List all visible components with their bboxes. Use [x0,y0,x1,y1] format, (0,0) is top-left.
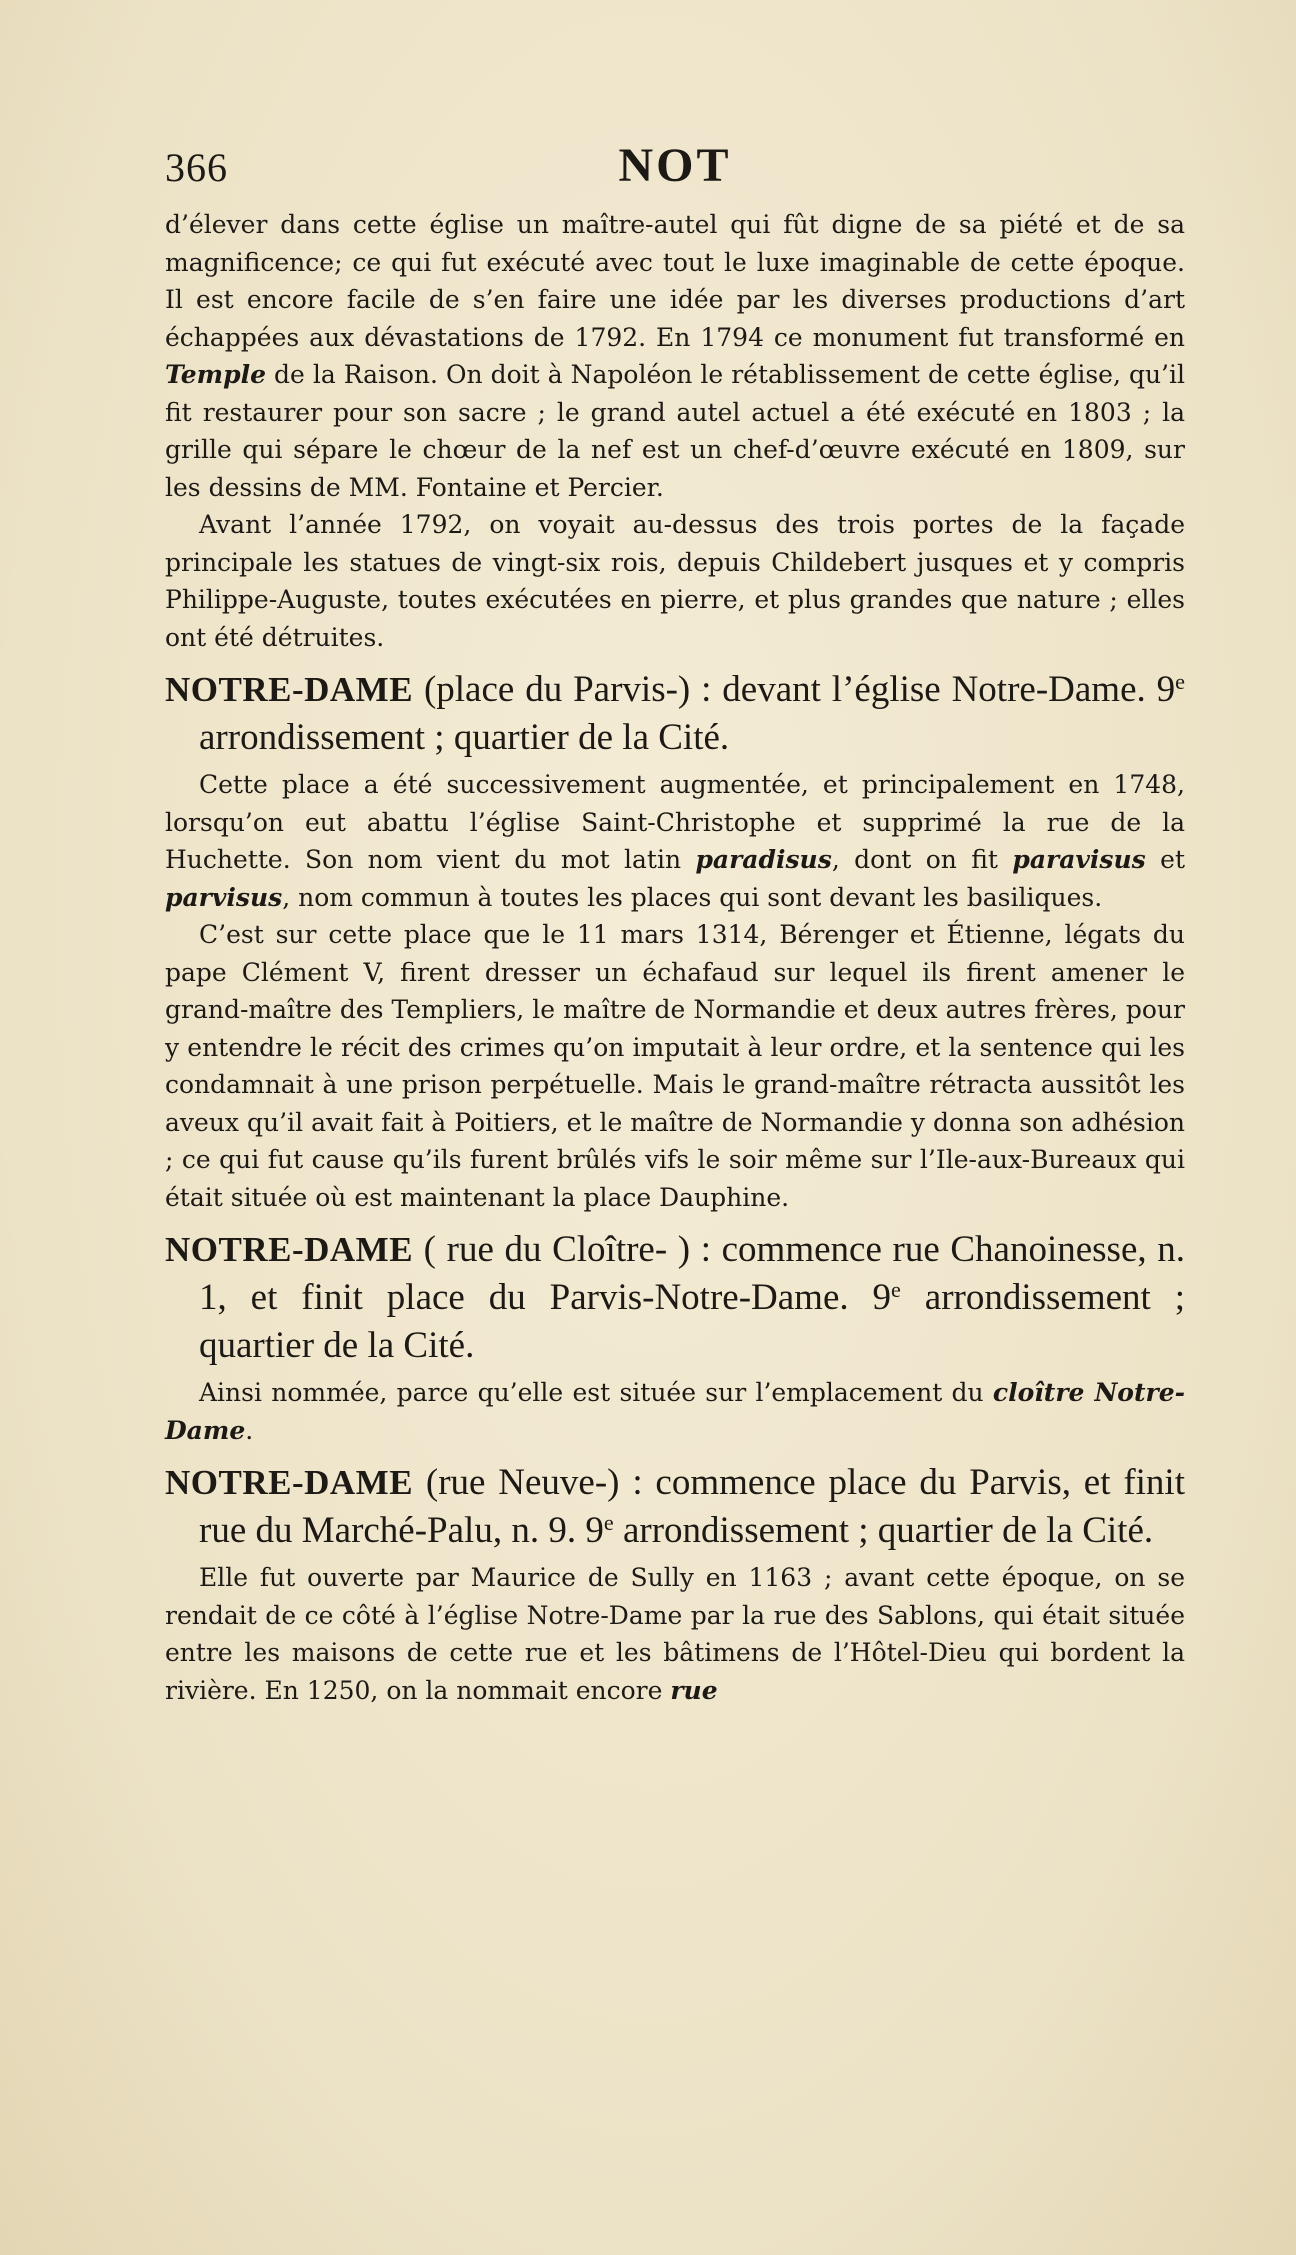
entry-description: (rue Neuve-) : commence place du Parvis, et finit rue du Marché-Palu, n. 9. 9 [199,1462,1185,1551]
page-header [165,138,1185,200]
paragraph-text: de la Raison. On doit à Napoléon le rétablissement de cette église, qu’il fit restaurer pour son sacre ; le grand autel actuel a été exécuté en 1803 ; la grille qui sépare le chœur de la nef est un chef-d’œuvre exécuté en 1809, sur les dessins de MM. Fontaine et Percier. [165,360,1185,502]
superscript: e [603,1509,614,1535]
entry-headword: NOTRE-DAME [165,1463,414,1502]
superscript: e [1175,668,1185,694]
italic-text: cloître Notre-Dame [165,1378,1185,1445]
entry-rue-du-cloitre [165,1226,1185,1370]
entry-place-du-parvis [165,666,1185,762]
entry-description-end: arrondissement ; quartier de la Cité. [199,717,730,758]
paragraph-text: , dont on fit [831,845,1013,874]
entry-description-end: arrondissement ; quartier de la Cité. [613,1510,1154,1551]
italic-text: paravisus [1012,845,1146,874]
entry-description: ( rue du Cloître- ) : commence rue Chanoinesse, n. 1, et finit place du Parvis-Notre-Dame. 9 [199,1229,1185,1318]
page [165,138,1185,1709]
paragraph-text: . [245,1415,254,1445]
paragraph-maurice-de-sully [165,1559,1185,1709]
paragraph-text: Elle fut ouverte par Maurice de Sully en 1163 ; avant cette époque, on se rendait de ce côté à l’église Notre-Dame par la rue des Sablons, qui était située entre les maisons de cette rue et les bâtimens de l’Hôtel-Dieu qui bordent la rivière. En 1250, on la nommait encore [165,1563,1185,1705]
entry-description-end: arrondissement ; quartier de la Cité. [199,1277,1186,1366]
paragraph-statues: Avant l’année 1792, on voyait au-dessus des trois portes de la façade principale les statues de vingt-six rois, depuis Childebert jusques et y compris Philippe-Auguste, toutes exécutées en pierre, et plus grandes que nature ; elles ont été détruites. [165,510,1185,652]
paragraph-maitre-autel [165,206,1185,506]
paragraph-text: Cette place a été successivement augmentée, et principalement en 1748, lorsqu’on eut abattu l’église Saint-Christophe et supprimé la rue de la Huchette. Son nom vient du mot latin [165,770,1185,874]
page-number: 366 [165,145,228,190]
running-head: NOT [618,139,732,192]
italic-text: Temple [165,360,266,389]
italic-text: parvisus [165,882,283,912]
italic-text: rue [670,1675,718,1705]
italic-text: paradisus [695,845,832,874]
superscript: e [891,1276,901,1302]
entry-rue-neuve [165,1459,1185,1555]
paragraph-text: d’élever dans cette église un maître-autel qui fût digne de sa piété et de sa magnificence; ce qui fut exécuté avec tout le luxe imaginable de cette époque. Il est encore facile de s’en faire une idée par les diverses productions d’art échappées aux dévastations de 1792. En 1794 ce monument fut transformé en [165,210,1185,352]
paragraph-parvis-history [165,766,1185,916]
paragraph-cloitre [165,1374,1185,1449]
entry-headword: NOTRE-DAME [165,1230,414,1269]
paragraph-text: et [1145,845,1185,874]
paragraph-templiers: C’est sur cette place que le 11 mars 1314, Bérenger et Étienne, légats du pape Clément V, firent dresser un échafaud sur lequel ils firent amener le grand-maître des Templiers, le maître de Normandie et deux autres frères, pour y entendre le récit des crimes qu’on imputait à leur ordre, et la sentence qui les condamnait à une prison perpétuelle. Mais le grand-maître rétracta aussitôt les aveux qu’il avait fait à Poitiers, et le maître de Normandie y donna son adhésion ; ce qui fut cause qu’ils furent brûlés vifs le soir même sur l’Ile-aux-Bureaux qui était située où est maintenant la place Dauphine. [165,920,1185,1212]
paragraph-text: , nom commun à toutes les places qui sont devant les basiliques. [282,882,1103,912]
entry-description: (place du Parvis-) : devant l’église Notre-Dame. 9 [413,669,1176,710]
paragraph-text: Ainsi nommée, parce qu’elle est située sur l’emplacement du [199,1378,993,1407]
entry-headword: NOTRE-DAME [165,670,414,709]
